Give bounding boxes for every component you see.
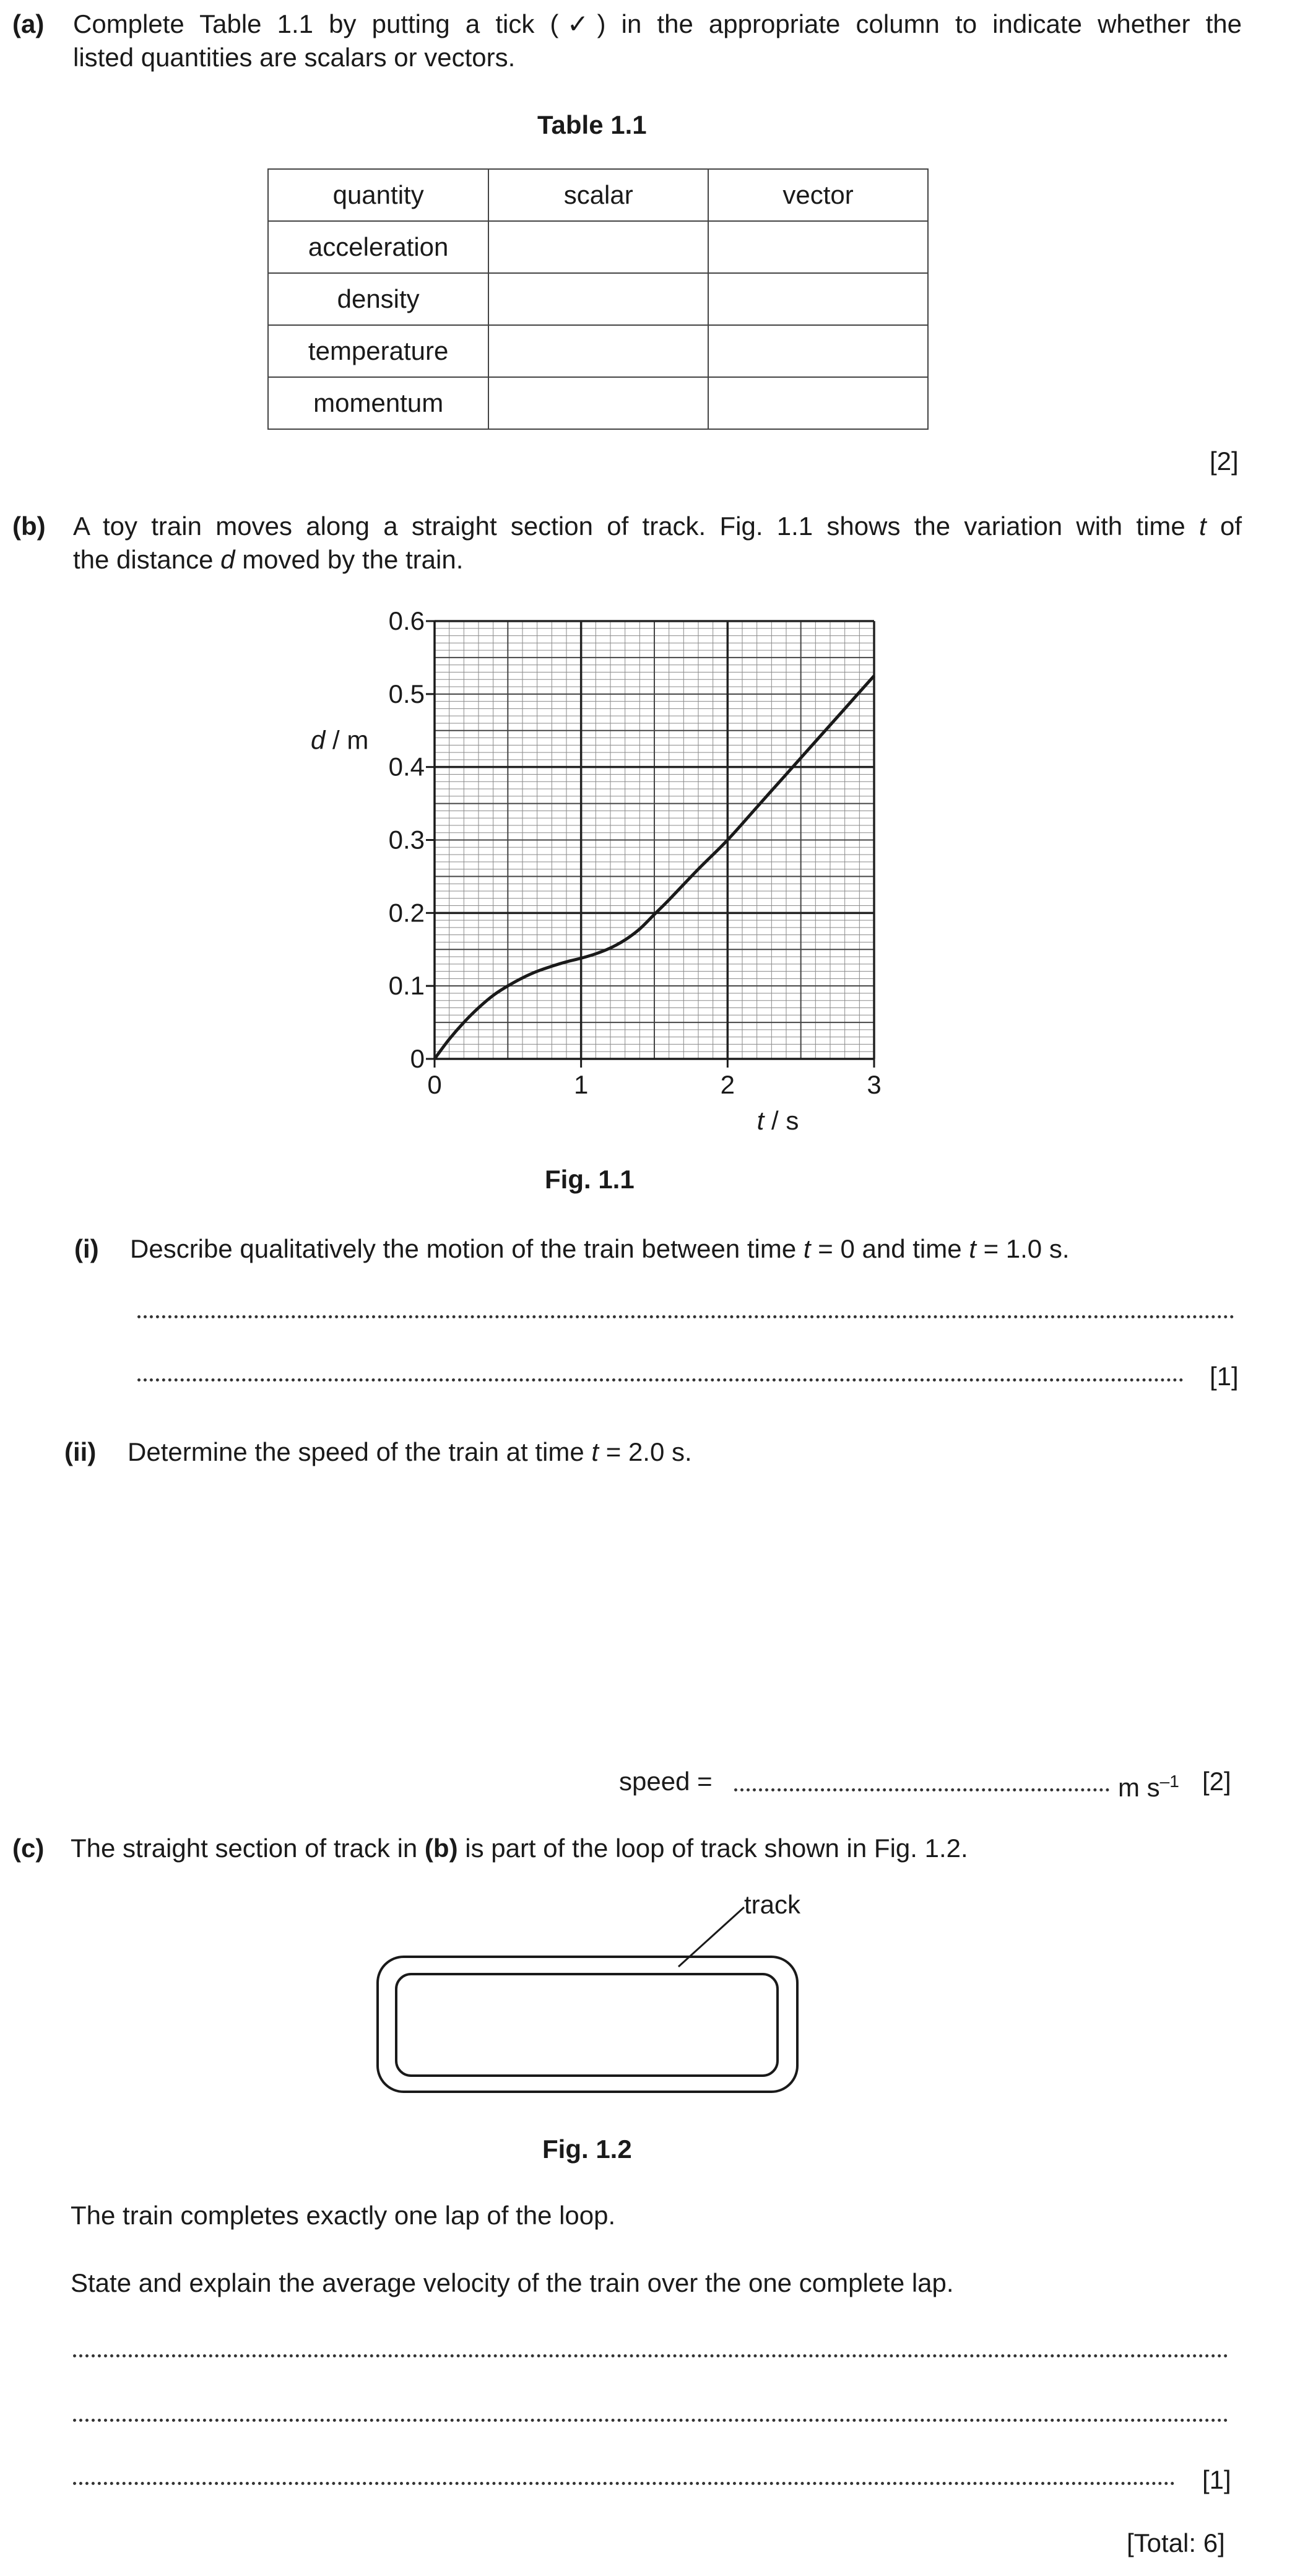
- answer-line[interactable]: [137, 1315, 1234, 1318]
- x-tick-label: 0: [427, 1070, 442, 1099]
- part-c-question: State and explain the average velocity of the train over the one complete lap.: [71, 2268, 954, 2297]
- part-a-instruction-line2: listed quantities are scalars or vectors.: [73, 43, 516, 72]
- distance-time-graph: [0, 0, 1300, 1177]
- sub-ii-question: Determine the speed of the train at time t = 2.0 s.: [128, 1437, 692, 1466]
- y-tick-label: 0.1: [388, 971, 425, 1001]
- track-outer-edge: [378, 1957, 797, 2092]
- answer-line[interactable]: [73, 2482, 1175, 2485]
- part-c-intro: The straight section of track in (b) is part of the loop of track shown in Fig. 1.2.: [71, 1834, 968, 1863]
- track-inner-edge: [396, 1974, 778, 2076]
- quantity-cell: momentum: [268, 377, 488, 429]
- y-tick-label: 0.3: [388, 825, 425, 855]
- total-marks: [Total: 6]: [1127, 2528, 1225, 2557]
- speed-answer-line[interactable]: [734, 1788, 1109, 1791]
- sub-ii-label: (ii): [64, 1437, 97, 1466]
- part-b-label: (b): [12, 511, 46, 541]
- header-quantity: quantity: [268, 169, 488, 221]
- track-loop-diagram: [0, 1870, 1300, 2118]
- y-tick-label: 0.6: [388, 606, 425, 635]
- part-b-intro-line2: the distance d moved by the train.: [73, 545, 464, 574]
- fig-1-2-caption: Fig. 1.2: [542, 2134, 632, 2164]
- y-tick-label: 0.4: [388, 752, 425, 781]
- sub-i-question: Describe qualitatively the motion of the train between time t = 0 and time t = 1.0 s.: [130, 1234, 1070, 1263]
- track-label: track: [744, 1890, 801, 1919]
- quantity-cell: density: [268, 273, 488, 325]
- x-tick-label: 1: [573, 1070, 589, 1099]
- table-title: Table 1.1: [537, 110, 647, 139]
- sub-i-marks: [1]: [1210, 1362, 1239, 1391]
- header-scalar: scalar: [488, 169, 708, 221]
- answer-line[interactable]: [73, 2354, 1228, 2357]
- part-c-marks: [1]: [1202, 2465, 1231, 2494]
- quantity-cell: acceleration: [268, 221, 488, 273]
- sub-i-label: (i): [74, 1234, 99, 1263]
- x-tick-label: 3: [867, 1070, 882, 1099]
- sub-ii-marks: [2]: [1202, 1767, 1231, 1796]
- speed-answer-label: speed =: [619, 1767, 713, 1796]
- x-axis-label: t / s: [756, 1106, 799, 1135]
- part-a-instruction-line1: Complete Table 1.1 by putting a tick (✓) in the appropriate column to indicate whether the: [73, 9, 1242, 38]
- answer-line[interactable]: [137, 1378, 1184, 1382]
- answer-line[interactable]: [73, 2419, 1228, 2422]
- speed-unit: m $s^{-1}$: [1118, 1772, 1179, 1802]
- y-axis-label: d / m: [311, 725, 369, 755]
- y-tick-label: 0.5: [388, 679, 425, 708]
- y-tick-label: 0.2: [388, 898, 425, 928]
- part-a-marks: [2]: [1210, 446, 1239, 476]
- part-a-label: (a): [12, 9, 45, 38]
- header-vector: vector: [708, 169, 928, 221]
- x-tick-label: 2: [720, 1070, 735, 1099]
- part-c-label: (c): [12, 1834, 45, 1863]
- y-tick-label: 0: [410, 1044, 425, 1073]
- quantity-cell: temperature: [268, 325, 488, 377]
- fig-1-1-caption: Fig. 1.1: [545, 1165, 635, 1194]
- part-b-intro-line1: A toy train moves along a straight section of track. Fig. 1.1 shows the variation with time t of: [73, 511, 1242, 541]
- part-c-statement: The train completes exactly one lap of the loop.: [71, 2201, 616, 2230]
